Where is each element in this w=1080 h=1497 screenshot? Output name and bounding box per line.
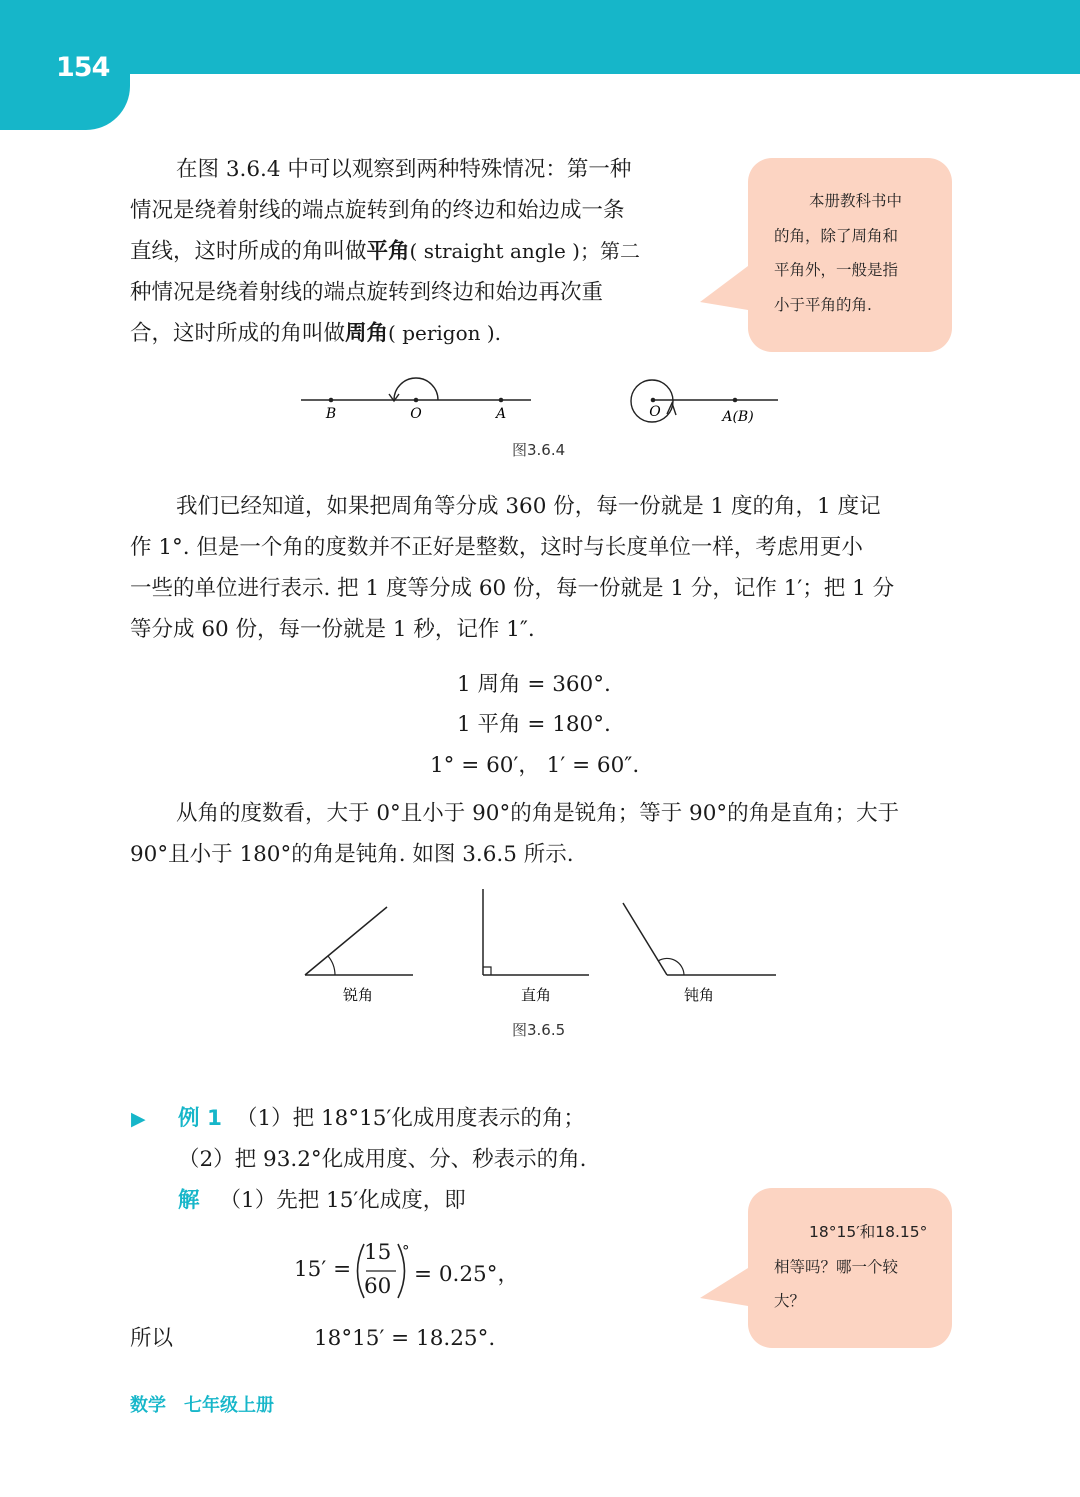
- figure-3-6-5-caption: 图3.6.5: [512, 1021, 566, 1039]
- point-a: [499, 398, 504, 403]
- callout-1-line-3: 平角外，一般是指: [774, 261, 899, 279]
- degree-paragraph: [130, 486, 894, 650]
- acute-arc: [328, 956, 335, 975]
- intro-line-5: [130, 313, 640, 354]
- degree-line-2: 作 1°. 但是一个角的度数并不正好是整数，这时与长度单位一样，考虑用更小: [130, 535, 863, 560]
- solution-text: （1）先把 15′化成度，即: [219, 1188, 466, 1213]
- intro-line-2: 情况是绕着射线的端点旋转到角的终边和始边成一条: [130, 198, 625, 223]
- acute-arm: [305, 907, 387, 975]
- term-straight-angle: 平角: [366, 239, 410, 264]
- callout-1-line-2: 的角，除了周角和: [774, 226, 899, 245]
- label-a: A: [495, 406, 507, 422]
- degree-line-1: 我们已经知道，如果把周角等分成 360 份，每一份就是 1 度的角，1 度记: [176, 494, 881, 519]
- equation-lhs: 15′ =: [294, 1257, 352, 1282]
- straight-angle-arc: [394, 378, 438, 400]
- example-part-2: （2）把 93.2°化成用度、分、秒表示的角.: [178, 1147, 587, 1172]
- callout-1-line-4: 小于平角的角.: [774, 295, 872, 314]
- label-o: O: [410, 406, 422, 422]
- callout-1-text: [774, 184, 902, 322]
- degree-line-4: 等分成 60 份，每一份就是 1 秒，记作 1″.: [130, 617, 535, 642]
- example-label: 例 1: [178, 1106, 222, 1131]
- figure-3-6-4: [295, 370, 795, 430]
- intro-line-3: [130, 231, 640, 272]
- label-acute: 锐角: [342, 986, 374, 1004]
- callout-1-line-1: 本册教科书中: [809, 192, 903, 210]
- callout-2-line-2: 相等吗？哪一个较: [774, 1257, 899, 1276]
- so-label: 所以: [130, 1326, 174, 1351]
- classification-line-2: 90°且小于 180°的角是钝角. 如图 3.6.5 所示.: [130, 842, 574, 867]
- figure-3-6-5: [295, 885, 785, 1015]
- fraction-numerator: 15: [364, 1240, 392, 1265]
- example-marker-icon: ▶: [131, 1108, 146, 1130]
- perigon-label-o: O: [649, 404, 661, 420]
- classification-line-1: 从角的度数看，大于 0°且小于 90°的角是锐角；等于 90°的角是直角；大于: [176, 801, 900, 826]
- label-obtuse: 钝角: [683, 986, 715, 1004]
- footer-book-title: 数学 七年级上册: [130, 1395, 274, 1416]
- classification-paragraph: [130, 793, 899, 875]
- formula-straight: 1 平角 = 180°.: [457, 712, 611, 737]
- label-right: 直角: [520, 986, 552, 1004]
- formula-units: 1° = 60′， 1′ = 60″.: [430, 753, 640, 778]
- fraction-degree-sign: °: [402, 1242, 410, 1260]
- intro-line-4: 种情况是绕着射线的端点旋转到终边和始边再次重: [130, 280, 604, 305]
- intro-line-5-a: 合，这时所成的角叫做: [130, 321, 346, 346]
- right-angle-mark: [483, 967, 491, 975]
- perigon-label-ab: A(B): [722, 409, 754, 425]
- example-part-1: （1）把 18°15′化成用度表示的角；: [235, 1106, 585, 1131]
- label-b: B: [325, 406, 337, 422]
- point-o: [414, 398, 419, 403]
- obtuse-arm: [623, 903, 667, 975]
- page-number: 154: [56, 52, 110, 83]
- example-result: 18°15′ = 18.25°.: [314, 1326, 496, 1351]
- header-band: [0, 0, 1080, 74]
- callout-2-text: [774, 1215, 927, 1319]
- formula-perigon: 1 周角 = 360°.: [457, 672, 611, 697]
- intro-line-5-b: ( perigon ).: [388, 321, 502, 345]
- degree-line-3: 一些的单位进行表示. 把 1 度等分成 60 份，每一份就是 1 分，记作 1′；把 1 分: [130, 576, 895, 601]
- intro-line-1: 在图 3.6.4 中可以观察到两种特殊情况：第一种: [176, 157, 632, 182]
- intro-paragraph: [130, 149, 640, 354]
- perigon-point-o: [651, 398, 656, 403]
- intro-line-3-b: ( straight angle )；第二: [409, 239, 640, 263]
- point-b: [329, 398, 334, 403]
- solution-line: [178, 1180, 466, 1221]
- intro-line-3-a: 直线，这时所成的角叫做: [130, 239, 367, 264]
- callout-2-line-1: 18°15′和18.15°: [809, 1223, 928, 1241]
- figure-3-6-4-caption: 图3.6.4: [512, 441, 566, 459]
- perigon-point-ab: [733, 398, 738, 403]
- solution-label: 解: [178, 1188, 200, 1213]
- term-perigon: 周角: [345, 321, 389, 346]
- callout-2-line-3: 大？: [774, 1292, 806, 1310]
- equation-rhs: = 0.25°，: [414, 1262, 519, 1287]
- example-line-1: [178, 1098, 585, 1139]
- fraction-denominator: 60: [364, 1274, 392, 1299]
